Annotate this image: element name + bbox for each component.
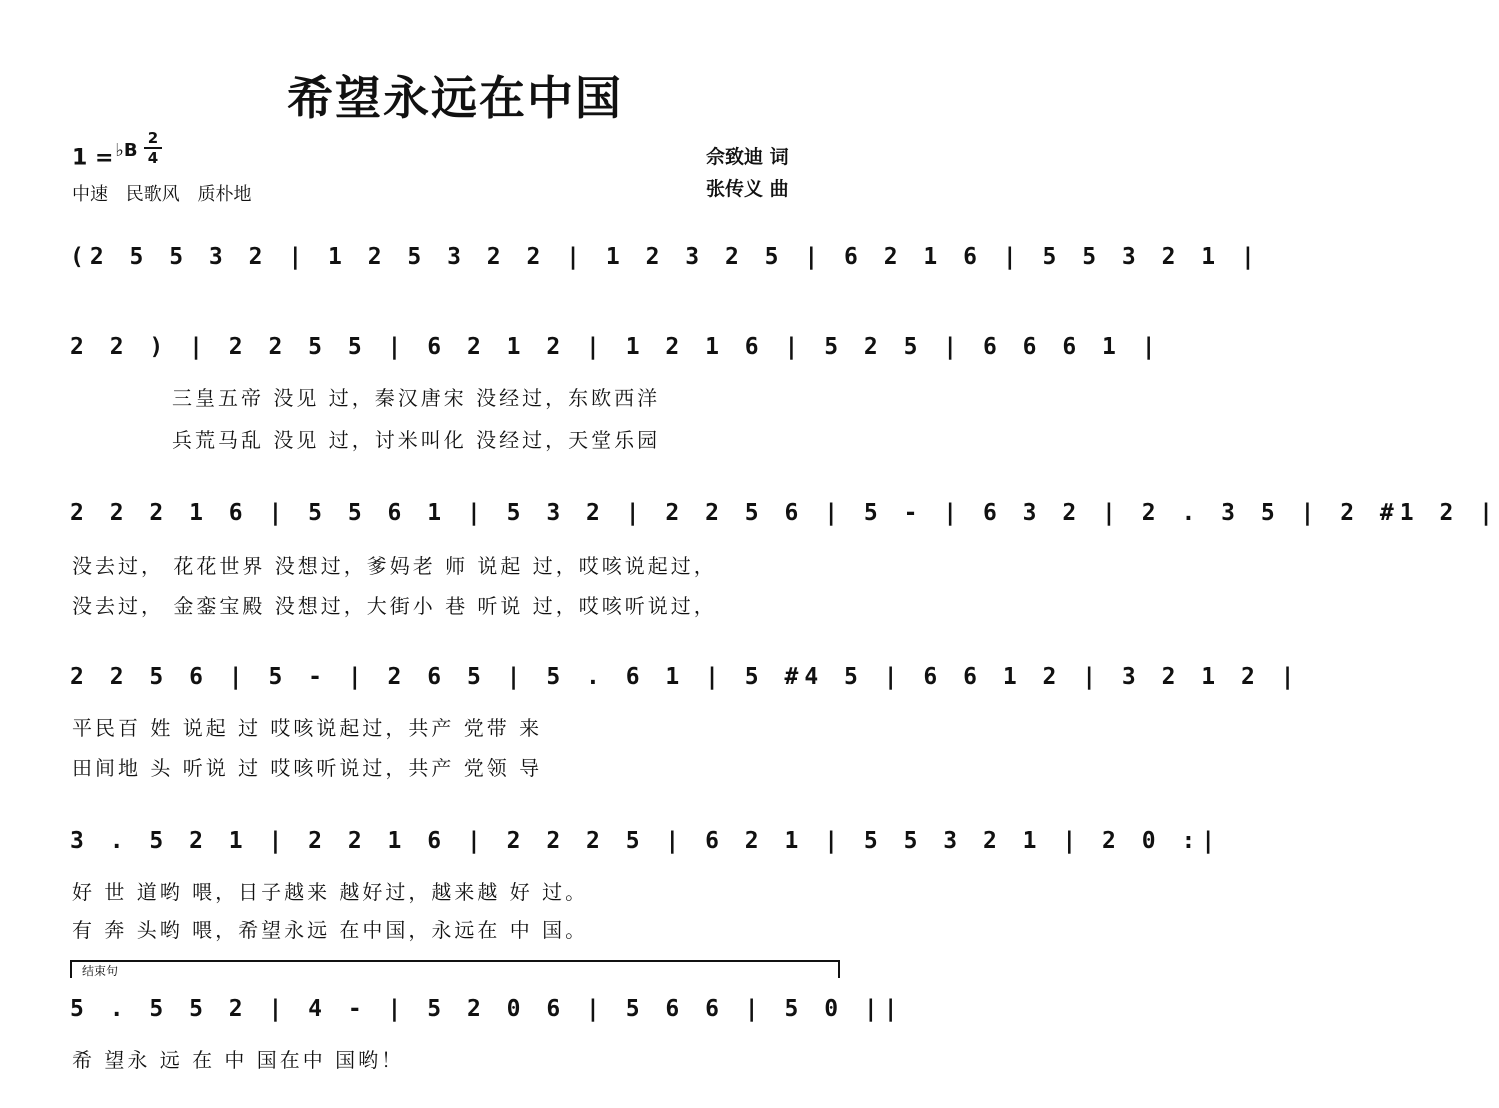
key-label: 1 = [72,145,114,171]
ending-label: 结束句 [82,964,119,978]
score-row-4 [70,664,1301,704]
ending-bracket [70,960,840,962]
time-signature [144,130,162,166]
tempo-marking: 中速 民歌风 质朴地 [72,184,252,205]
notes-row-4: 2 2 5 6 | 5 - | 2 6 5 | 5 . 6 1 | 5 #4 5 | 6 6 1 2 | 3 2 1 2 | [70,664,1301,690]
time-top: 2 [147,129,159,147]
score-row-5 [70,828,1222,868]
notes-row-1: (2 5 5 3 2 | 1 2 5 3 2 2 | 1 2 3 2 5 | 6 2 1 6 | 5 5 3 2 1 | [70,244,1261,270]
lyrics-row-5-verse-1: 好 世 道哟 喂，日子越来 越好过，越来越 好 过。 [72,880,589,904]
lyrics-row-4-verse-2: 田间地 头 听说 过 哎咳听说过，共产 党领 导 [72,756,543,780]
lyrics-row-2-verse-2: 兵荒马乱 没见 过，讨米叫化 没经过，天堂乐园 [172,428,661,452]
key-flat: ♭B [115,140,138,161]
key-signature [72,140,138,170]
score-row-6 [70,996,904,1036]
score-row-1 [70,244,1261,284]
notes-row-3: 2 2 2 1 6 | 5 5 6 1 | 5 3 2 | 2 2 5 6 | 5 - | 6 3 2 | 2 . 3 5 | 2 #1 2 | [70,500,1499,526]
score-row-3 [70,500,1499,540]
lyrics-row-5-verse-2: 有 奔 头哟 喂，希望永远 在中国，永远在 中 国。 [72,918,589,942]
lyrics-row-2-verse-1: 三皇五帝 没见 过，秦汉唐宋 没经过，东欧西洋 [172,386,661,410]
lyrics-row-3-verse-2: 没去过， 金銮宝殿 没想过，大街小 巷 听说 过，哎咳听说过， [72,594,717,618]
lyricist: 佘致迪 词 [706,146,789,168]
notes-row-5: 3 . 5 2 1 | 2 2 1 6 | 2 2 2 5 | 6 2 1 | 5 5 3 2 1 | 2 0 :| [70,828,1222,854]
lyrics-row-6-verse-1: 希 望永 远 在 中 国在中 国哟！ [72,1048,405,1072]
composer: 张传义 曲 [706,178,789,200]
lyrics-row-4-verse-1: 平民百 姓 说起 过 哎咳说起过，共产 党带 来 [72,716,543,740]
page-title: 希望永远在中国 [287,71,623,125]
notes-row-6: 5 . 5 5 2 | 4 - | 5 2 0 6 | 5 6 6 | 5 0 || [70,996,904,1022]
ending-bracket-right [838,960,840,978]
time-bottom: 4 [147,149,159,167]
notes-row-2: 2 2 ) | 2 2 5 5 | 6 2 1 2 | 1 2 1 6 | 5 2 5 | 6 6 6 1 | [70,334,1162,360]
score-row-2 [70,334,1162,374]
lyrics-row-3-verse-1: 没去过， 花花世界 没想过，爹妈老 师 说起 过，哎咳说起过， [72,554,717,578]
ending-bracket-left [70,960,72,978]
